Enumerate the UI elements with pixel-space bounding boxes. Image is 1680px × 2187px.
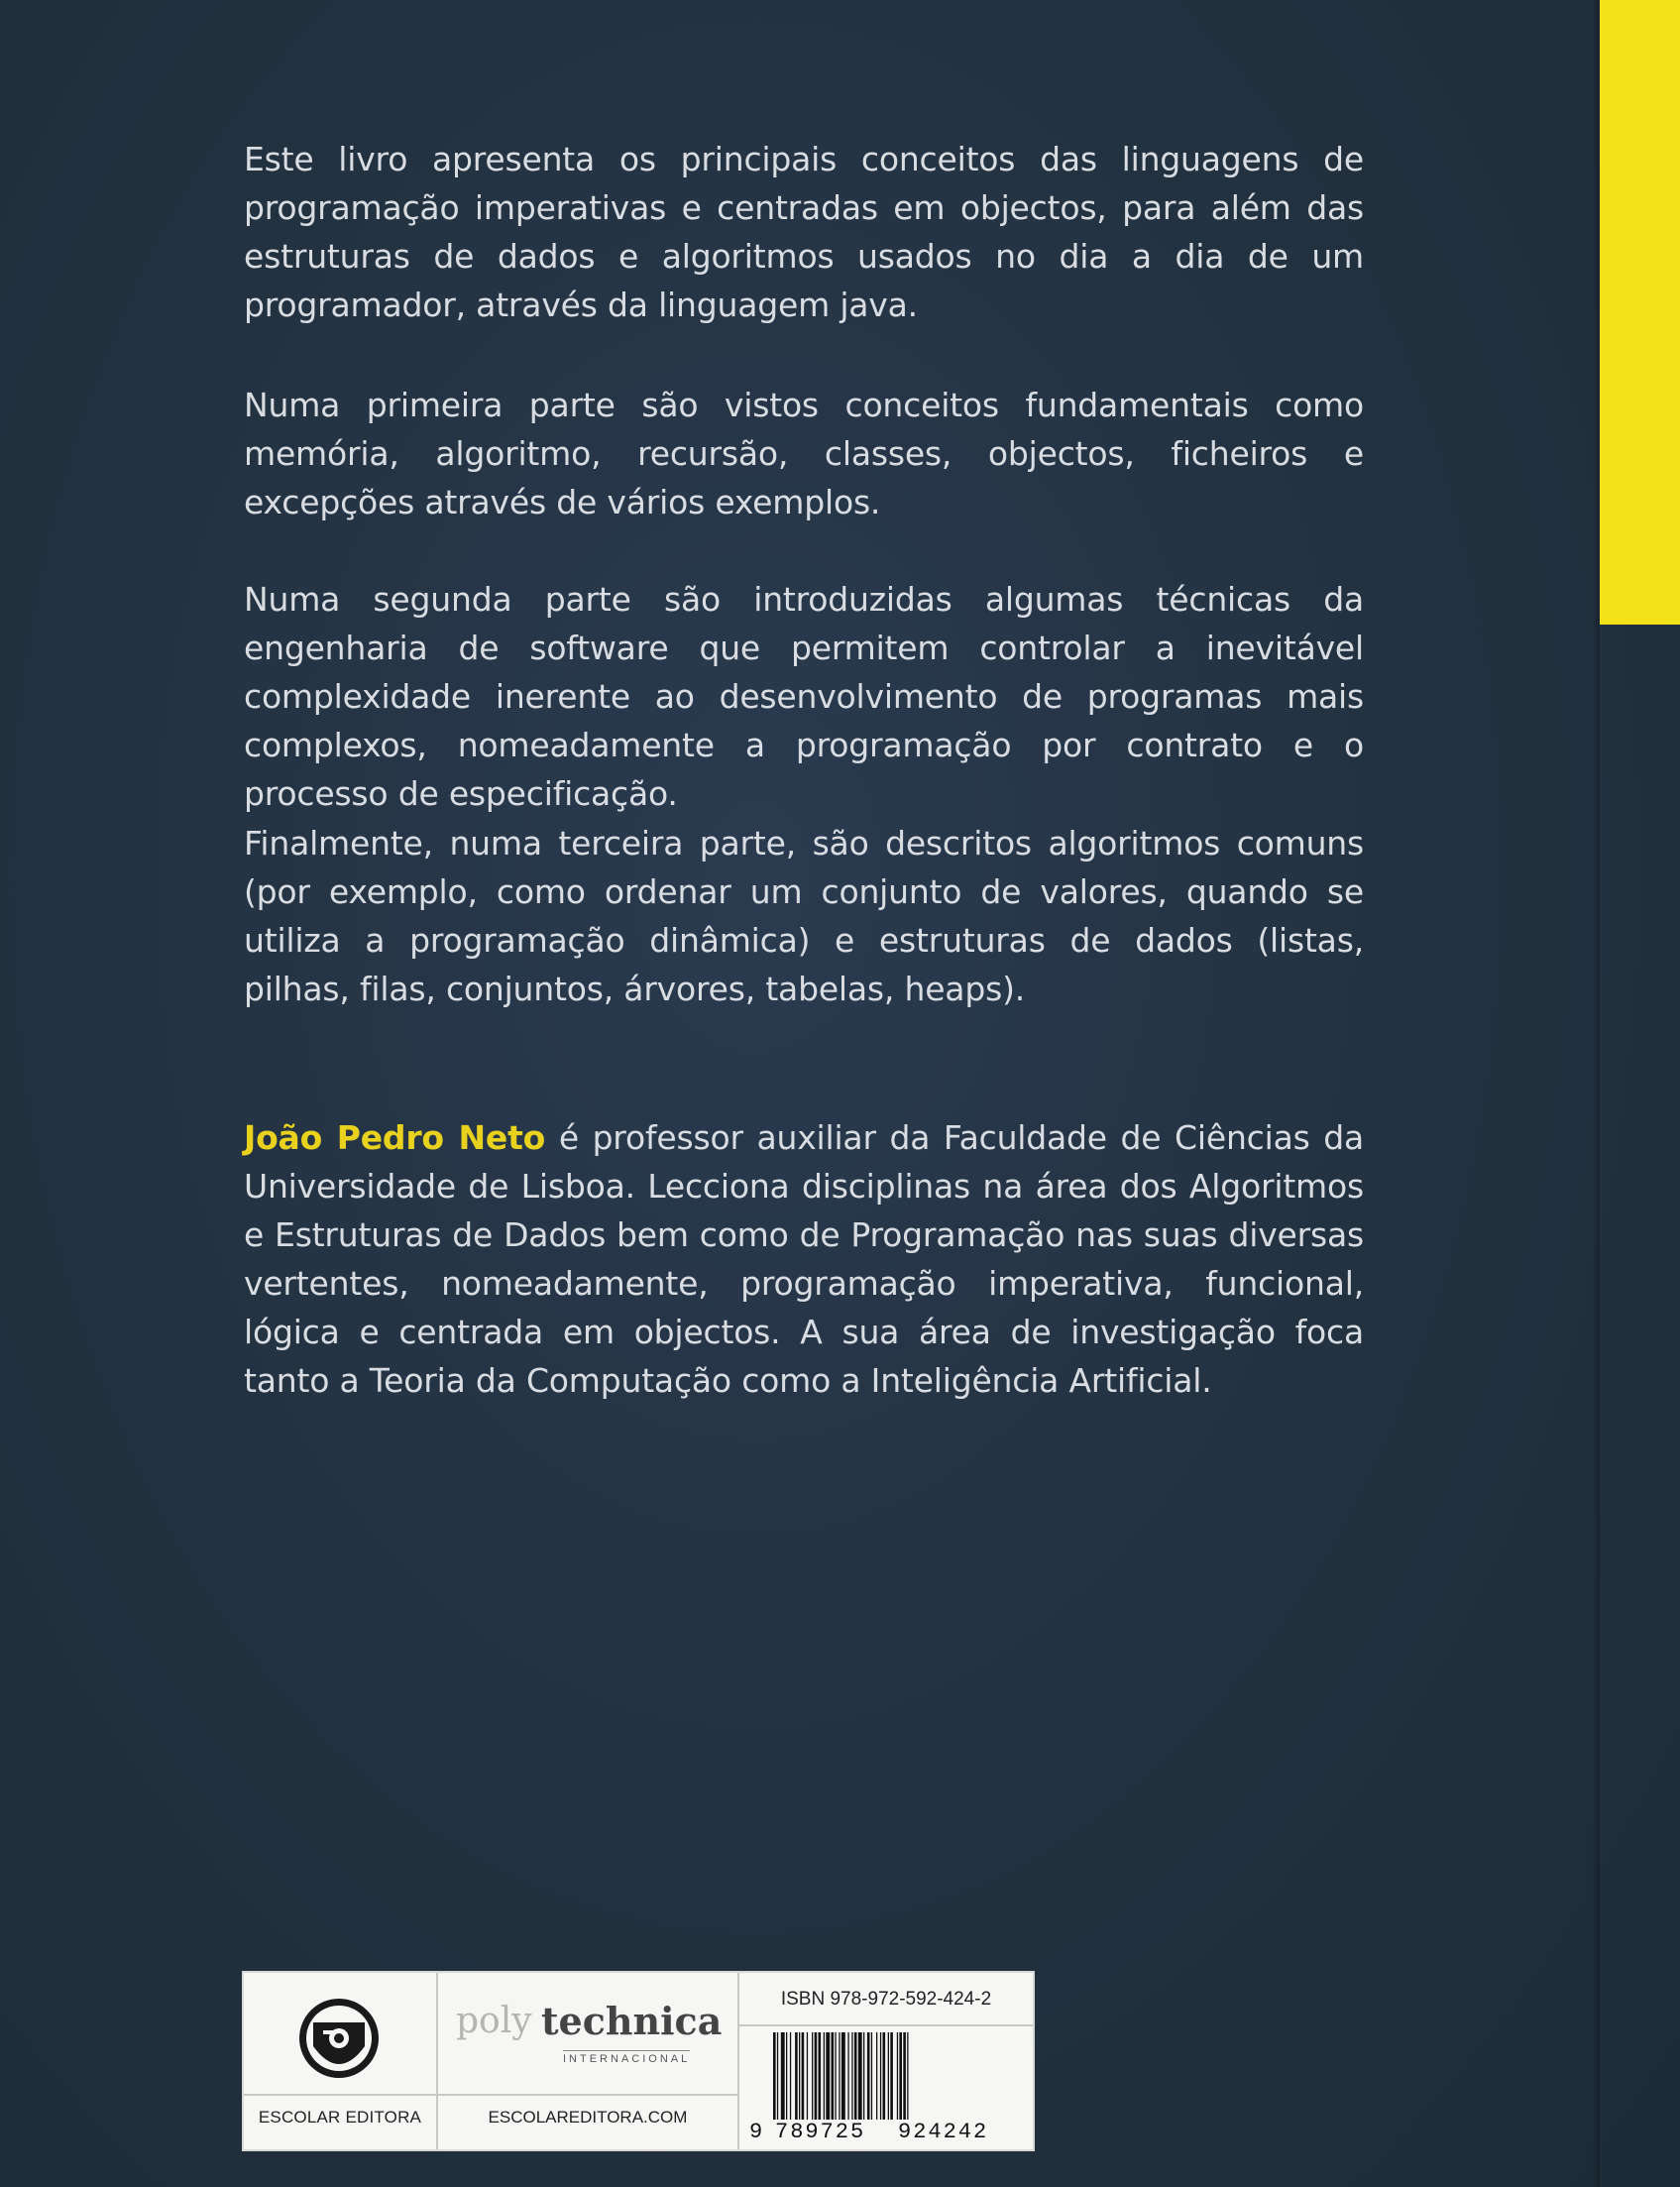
barcode-bar bbox=[858, 2032, 862, 2120]
barcode-digits-right: 924242 bbox=[898, 2120, 989, 2144]
barcode-bar bbox=[835, 2032, 836, 2120]
barcode-bar bbox=[799, 2032, 800, 2120]
barcode-bar bbox=[907, 2032, 908, 2120]
barcode-bar bbox=[790, 2032, 791, 2120]
barcode-bar bbox=[841, 2032, 845, 2120]
barcode-bar bbox=[890, 2032, 893, 2120]
polytechnica-prefix: poly bbox=[456, 2001, 532, 2041]
spine-shadow bbox=[1592, 0, 1600, 2187]
barcode-bar bbox=[812, 2032, 813, 2120]
isbn-label: ISBN 978-972-592-424-2 bbox=[780, 1989, 992, 2010]
description-paragraph-1: Este livro apresenta os principais conceitos das linguagens de programação imperativas e centradas em objectos, para além das estruturas de dados e algoritmos usados no dia a dia de um programador, através da linguagem java. bbox=[244, 140, 1364, 324]
barcode-digits-left: 789725 bbox=[775, 2120, 866, 2144]
barcode-bar bbox=[847, 2032, 848, 2120]
barcode-bar bbox=[863, 2032, 864, 2120]
barcode-digit-first: 9 bbox=[749, 2120, 763, 2144]
barcode-bar bbox=[824, 2032, 825, 2120]
barcode-bar bbox=[880, 2032, 881, 2120]
barcode-bar bbox=[807, 2032, 808, 2120]
barcode-bar bbox=[777, 2032, 778, 2120]
barcode-bar bbox=[851, 2032, 852, 2120]
publisher-box-divider bbox=[244, 2094, 739, 2096]
publisher-box bbox=[242, 1971, 1035, 2151]
barcode-bar bbox=[819, 2032, 822, 2120]
barcode-bar bbox=[871, 2032, 872, 2120]
barcode-bar bbox=[867, 2032, 870, 2120]
barcode-bar bbox=[832, 2032, 835, 2120]
barcode-bar bbox=[883, 2032, 886, 2120]
author-name: João Pedro Neto bbox=[244, 1118, 546, 1157]
barcode-bar bbox=[888, 2032, 889, 2120]
yellow-accent-strip bbox=[1600, 0, 1680, 625]
isbn-divider bbox=[739, 2024, 1033, 2026]
barcode-bar bbox=[899, 2032, 902, 2120]
polytechnica-sub: INTERNACIONAL bbox=[563, 2050, 690, 2065]
barcode-bar bbox=[815, 2032, 818, 2120]
isbn-cell bbox=[739, 1973, 1033, 2149]
polytechnica-main: technica bbox=[541, 1999, 723, 2043]
description-paragraph-2: Numa primeira parte são vistos conceitos fundamentais como memória, algoritmo, recursão, classes, objectos, ficheiros e excepções através de vários exemplos. bbox=[244, 386, 1364, 521]
description-paragraph-4: Finalmente, numa terceira parte, são descritos algoritmos comuns (por exemplo, como ordenar um conjunto de valores, quando se utiliza a programação dinâmica) e estruturas de dados (listas, pilhas, filas, conjuntos, árvores, tabelas, heaps). bbox=[244, 824, 1364, 1008]
barcode-bar bbox=[773, 2032, 776, 2120]
barcode-bar bbox=[781, 2032, 785, 2120]
escolar-editora-label: ESCOLAR EDITORA bbox=[258, 2108, 422, 2127]
barcode-bar bbox=[876, 2032, 877, 2120]
barcode-bar bbox=[802, 2032, 805, 2120]
isbn-barcode-icon bbox=[769, 2032, 1007, 2120]
description-paragraph-3: Numa segunda parte são introduzidas algumas técnicas da engenharia de software que permitem controlar a inevitável complexidade inerente ao desenvolvimento de programas mais complexos, nomeadamente a programação por contrato e o processo de especificação. bbox=[244, 580, 1364, 813]
escolar-editora-logo-icon bbox=[295, 1995, 383, 2082]
author-bio bbox=[244, 1113, 1364, 1405]
polytechnica-cell bbox=[438, 1973, 739, 2149]
barcode-bar bbox=[839, 2032, 840, 2120]
polytechnica-logo bbox=[454, 1997, 731, 2066]
escolar-editora-cell bbox=[244, 1973, 438, 2149]
barcode-bar bbox=[854, 2032, 857, 2120]
barcode-bar bbox=[897, 2032, 898, 2120]
author-bio-text: é professor auxiliar da Faculdade de Ciências da Universidade de Lisboa. Lecciona disciplinas na área dos Algoritmos e Estruturas de Dados bem como de Programação nas suas diversas vertentes, nomeadamente, programação imperativa, funcional, lógica e centrada em objectos. A sua área de investigação foca tanto a Teoria da Computação como a Inteligência Artificial. bbox=[244, 1118, 1364, 1400]
publisher-website: ESCOLAREDITORA.COM bbox=[488, 2108, 688, 2127]
barcode-bar bbox=[795, 2032, 798, 2120]
barcode-bar bbox=[903, 2032, 906, 2120]
barcode-bar bbox=[826, 2032, 830, 2120]
barcode-bar bbox=[786, 2032, 787, 2120]
